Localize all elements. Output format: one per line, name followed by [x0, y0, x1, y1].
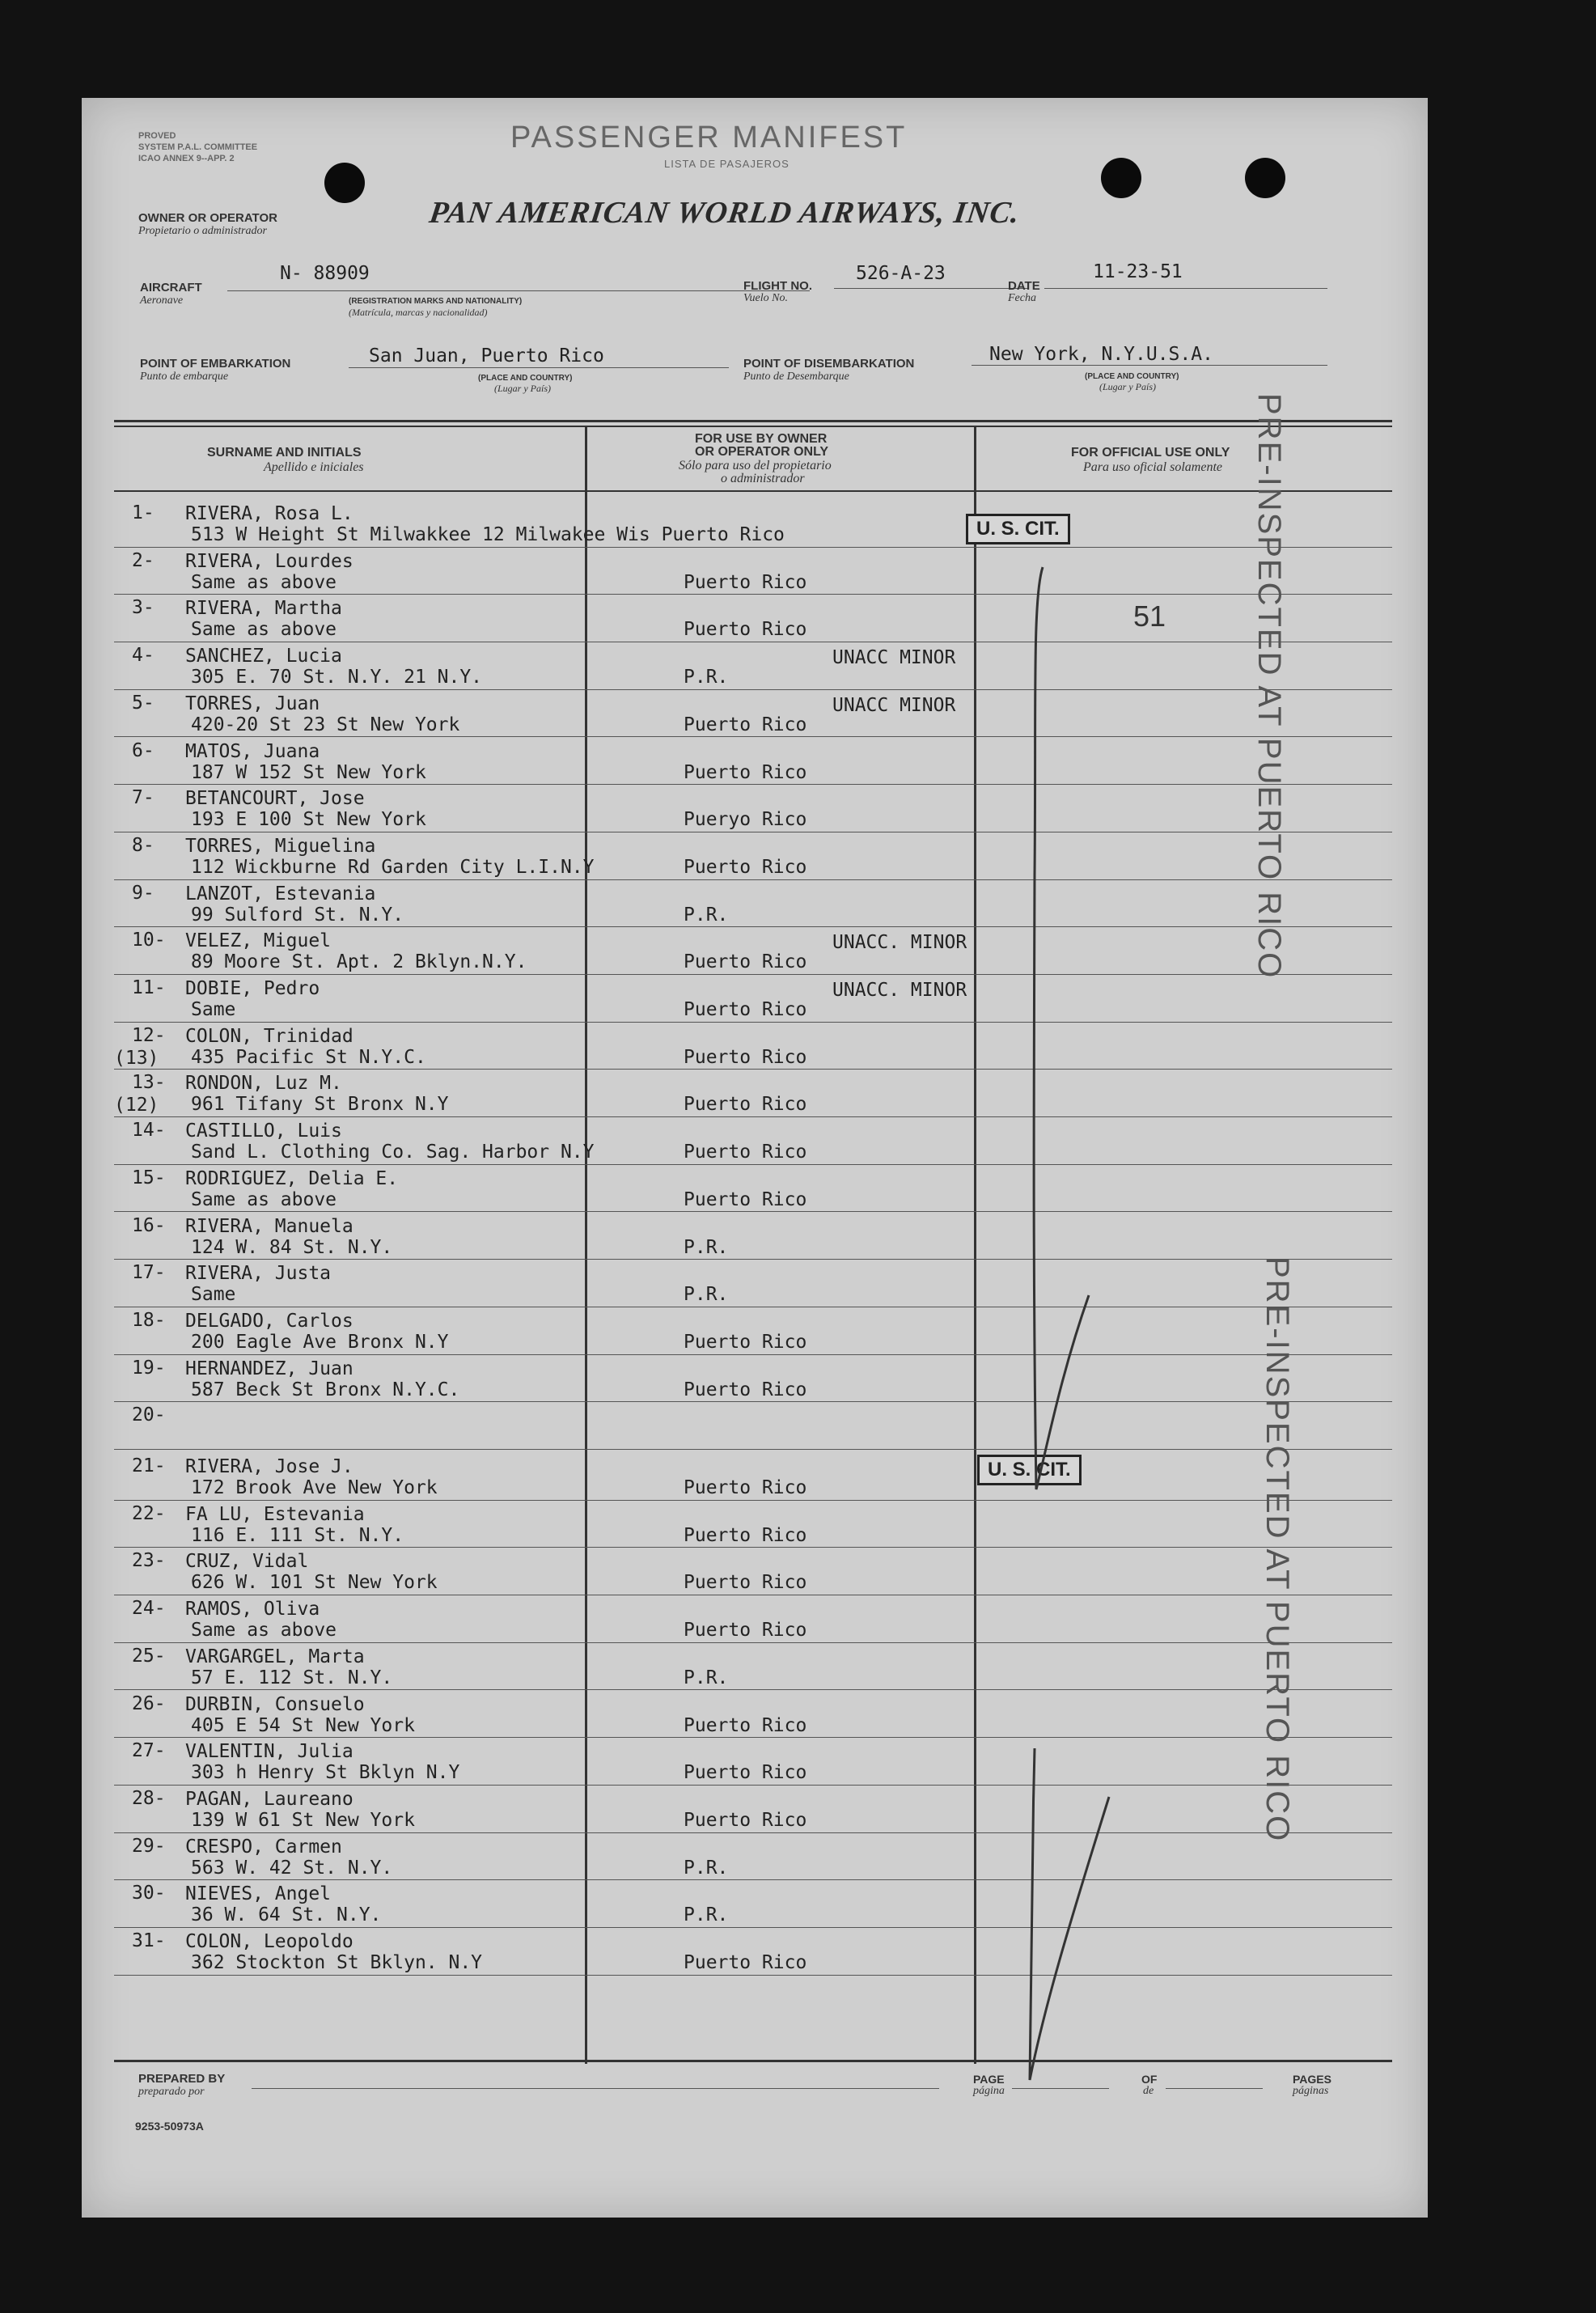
passenger-address: 405 E 54 St New York [191, 1714, 415, 1736]
passenger-address: Same as above [191, 1188, 337, 1210]
passenger-origin: Puerto Rico [684, 1809, 807, 1831]
registration-note: (REGISTRATION MARKS AND NATIONALITY) [349, 297, 523, 306]
preinspected-stamp: PRE-INSPECTED AT PUERTO RICO [1251, 393, 1287, 980]
row-number: 26- [132, 1692, 166, 1714]
passenger-address: 116 E. 111 St. N.Y. [191, 1524, 404, 1546]
passenger-address: 305 E. 70 St. N.Y. 21 N.Y. [191, 667, 483, 688]
row-number: 24- [132, 1598, 166, 1620]
passenger-name: TORRES, Juan [185, 693, 320, 714]
passenger-origin: Puerto Rico [684, 1477, 807, 1498]
passenger-address: 89 Moore St. Apt. 2 Bklyn.N.Y. [191, 951, 527, 973]
passenger-origin: Puerto Rico [684, 951, 807, 973]
passenger-origin: P.R. [684, 1904, 729, 1926]
passenger-name: DOBIE, Pedro [185, 978, 320, 999]
punch-hole [1245, 158, 1285, 198]
passenger-origin: Puerto Rico [684, 619, 807, 641]
passenger-address: 200 Eagle Ave Bronx N.Y [191, 1331, 449, 1353]
passenger-origin: P.R. [684, 667, 729, 688]
disembark-label-es: Punto de Desembarque [743, 371, 849, 383]
passenger-address: Same as above [191, 1620, 337, 1642]
passenger-origin: Puerto Rico [684, 1188, 807, 1210]
owner-column-header: OR OPERATOR ONLY [695, 445, 829, 459]
passenger-name: RIVERA, Jose J. [185, 1456, 353, 1477]
passenger-address: Same as above [191, 571, 337, 593]
row-number: 12- [132, 1024, 166, 1046]
passenger-address: 172 Brook Ave New York [191, 1477, 438, 1498]
official-column-sub: Para uso oficial solamente [1083, 460, 1222, 474]
row-number: 22- [132, 1502, 166, 1524]
row-number: 1- [132, 502, 155, 523]
date-label: DATE [1008, 279, 1040, 293]
passenger-note: UNACC. MINOR [832, 980, 967, 1001]
passenger-address: 626 W. 101 St New York [191, 1572, 438, 1594]
owner-label: OWNER OR OPERATOR [138, 211, 277, 225]
passenger-name: CRESPO, Carmen [185, 1836, 342, 1858]
passenger-address: Same [191, 999, 236, 1020]
row-alt-number: (12) [114, 1095, 159, 1116]
passenger-address: 587 Beck St Bronx N.Y.C. [191, 1379, 460, 1400]
passenger-address: 57 E. 112 St. N.Y. [191, 1667, 393, 1688]
passenger-address: Sand L. Clothing Co. Sag. Harbor N.Y [191, 1142, 595, 1163]
punch-hole [1101, 158, 1141, 198]
passenger-name: CRUZ, Vidal [185, 1551, 309, 1573]
passenger-origin: Puerto Rico [684, 1094, 807, 1116]
row-number: 27- [132, 1740, 166, 1762]
flight-label: FLIGHT NO. [743, 279, 812, 293]
aircraft-label: AIRCRAFT [140, 281, 202, 294]
row-number: 19- [132, 1357, 166, 1379]
passenger-origin: Puerto Rico [684, 714, 807, 735]
passenger-name: TORRES, Miguelina [185, 835, 376, 857]
registration-note-es: (Matrícula, marcas y nacionalidad) [349, 307, 488, 318]
passenger-name: SANCHEZ, Lucia [185, 646, 342, 667]
passenger-note: UNACC. MINOR [832, 932, 967, 954]
embark-label-es: Punto de embarque [140, 371, 229, 383]
place-note: (PLACE AND COUNTRY) [478, 374, 573, 383]
approved-line: PROVED [138, 131, 176, 141]
passenger-address: 99 Sulford St. N.Y. [191, 904, 404, 926]
row-number: 20- [132, 1404, 166, 1426]
passenger-name: COLON, Leopoldo [185, 1931, 353, 1952]
row-number: 25- [132, 1645, 166, 1667]
passenger-origin: P.R. [684, 1857, 729, 1879]
row-number: 21- [132, 1455, 166, 1476]
page-label-es: página [973, 2085, 1005, 2097]
passenger-name: HERNANDEZ, Juan [185, 1358, 353, 1379]
passenger-address: 303 h Henry St Bklyn N.Y [191, 1762, 460, 1784]
embark-label: POINT OF EMBARKATION [140, 357, 291, 371]
passenger-address: 961 Tifany St Bronx N.Y [191, 1094, 449, 1116]
form-number: 9253-50973A [135, 2120, 204, 2133]
table-bottom-rule [114, 2060, 1392, 2062]
passenger-address: Same [191, 1284, 236, 1306]
row-number: 23- [132, 1550, 166, 1572]
passenger-origin: Puerto Rico [684, 761, 807, 783]
passenger-name: NIEVES, Angel [185, 1883, 332, 1905]
passenger-row [82, 501, 1388, 549]
passenger-origin: Puerto Rico [684, 1331, 807, 1353]
passenger-name: RODRIGUEZ, Delia E. [185, 1167, 399, 1189]
passenger-address: 362 Stockton St Bklyn. N.Y [191, 1952, 483, 1973]
pages-label: PAGES [1293, 2073, 1331, 2086]
disembark-value: New York, N.Y.U.S.A. [989, 344, 1213, 365]
row-number: 11- [132, 977, 166, 998]
passenger-origin: Puerto Rico [684, 1524, 807, 1546]
page-subtitle: LISTA DE PASAJEROS [664, 158, 790, 170]
row-number: 7- [132, 787, 155, 809]
passenger-address: Same as above [191, 619, 337, 641]
passenger-origin: Puerto Rico [684, 1046, 807, 1068]
row-number: 13- [132, 1072, 166, 1094]
row-number: 3- [132, 597, 155, 619]
name-column-sub: Apellido e iniciales [264, 460, 364, 474]
row-number: 31- [132, 1930, 166, 1951]
passenger-address: 124 W. 84 St. N.Y. [191, 1236, 393, 1258]
passenger-origin: Pueryo Rico [684, 809, 807, 831]
passenger-address: 513 W Height St Milwakkee 12 Milwakee Wis Puerto Rico [191, 524, 785, 545]
aircraft-value: N- 88909 [280, 263, 370, 284]
passenger-origin: P.R. [684, 1284, 729, 1306]
passenger-address: 112 Wickburne Rd Garden City L.I.N.Y [191, 856, 595, 878]
passenger-name: RAMOS, Oliva [185, 1599, 320, 1620]
passenger-name: CASTILLO, Luis [185, 1120, 342, 1142]
official-column-header: FOR OFFICIAL USE ONLY [1071, 446, 1230, 460]
passenger-name: RIVERA, Manuela [185, 1215, 353, 1237]
passenger-address: 139 W 61 St New York [191, 1809, 415, 1831]
passenger-origin: Puerto Rico [684, 1379, 807, 1400]
row-number: 9- [132, 882, 155, 904]
owner-column-sub: o administrador [721, 472, 805, 485]
passenger-name: RIVERA, Lourdes [185, 550, 353, 572]
row-number: 5- [132, 692, 155, 714]
header-bottom-rule [114, 490, 1392, 492]
manifest-page [82, 98, 1428, 2218]
row-alt-number: (13) [114, 1047, 159, 1069]
name-column-header: SURNAME AND INITIALS [207, 446, 362, 460]
passenger-name: VARGARGEL, Marta [185, 1646, 365, 1667]
row-number: 4- [132, 645, 155, 667]
passenger-origin: Puerto Rico [684, 571, 807, 593]
row-number: 28- [132, 1787, 166, 1809]
row-number: 14- [132, 1120, 166, 1142]
prepared-label-es: preparado por [138, 2086, 205, 2098]
us-citizen-stamp: U. S. CIT. [977, 1455, 1082, 1485]
place-note: (PLACE AND COUNTRY) [1085, 372, 1179, 381]
passenger-address: 36 W. 64 St. N.Y. [191, 1904, 382, 1926]
row-number: 30- [132, 1883, 166, 1904]
passenger-name: COLON, Trinidad [185, 1025, 353, 1047]
passenger-origin: Puerto Rico [684, 1572, 807, 1594]
passenger-origin: P.R. [684, 904, 729, 926]
row-number: 15- [132, 1167, 166, 1188]
of-label-es: de [1143, 2085, 1154, 2097]
row-number: 6- [132, 739, 155, 761]
row-number: 8- [132, 834, 155, 856]
page-label: PAGE [973, 2073, 1005, 2086]
flight-value: 526-A-23 [856, 263, 946, 284]
passenger-name: RIVERA, Martha [185, 598, 342, 620]
punch-hole [324, 163, 365, 203]
passenger-address: 435 Pacific St N.Y.C. [191, 1046, 426, 1068]
pages-label-es: páginas [1293, 2085, 1329, 2097]
table-top-rule [114, 426, 1392, 427]
us-citizen-stamp: U. S. CIT. [966, 514, 1070, 544]
passenger-origin: P.R. [684, 1236, 729, 1258]
passenger-name: DELGADO, Carlos [185, 1310, 353, 1332]
passenger-name: MATOS, Juana [185, 740, 320, 762]
passenger-note: UNACC MINOR [832, 647, 956, 669]
of-label: OF [1141, 2073, 1158, 2086]
passenger-note: UNACC MINOR [832, 694, 956, 716]
passenger-address: 187 W 152 St New York [191, 761, 426, 783]
passenger-name: LANZOT, Estevania [185, 883, 376, 904]
owner-column-sub: Sólo para uso del propietario [679, 459, 832, 472]
passenger-origin: Puerto Rico [684, 1620, 807, 1642]
page-title: PASSENGER MANIFEST [510, 121, 908, 155]
passenger-origin: Puerto Rico [684, 1762, 807, 1784]
row-number: 29- [132, 1835, 166, 1857]
passenger-name: PAGAN, Laureano [185, 1788, 353, 1810]
passenger-address: 420-20 St 23 St New York [191, 714, 460, 735]
passenger-name: RIVERA, Rosa L. [185, 503, 353, 524]
passenger-origin: Puerto Rico [684, 1142, 807, 1163]
company-name: PAN AMERICAN WORLD AIRWAYS, INC. [427, 196, 1022, 230]
disembark-label: POINT OF DISEMBARKATION [743, 357, 915, 371]
row-number: 2- [132, 549, 155, 571]
date-label-es: Fecha [1008, 292, 1036, 304]
place-note-es: (Lugar y País) [494, 383, 551, 394]
date-value: 11-23-51 [1093, 261, 1183, 282]
passenger-name: RONDON, Luz M. [185, 1073, 342, 1095]
row-number: 17- [132, 1262, 166, 1284]
passenger-address: 563 W. 42 St. N.Y. [191, 1857, 393, 1879]
approved-line: SYSTEM P.A.L. COMMITTEE [138, 142, 258, 152]
preinspected-stamp: PRE-INSPECTED AT PUERTO RICO [1259, 1256, 1295, 1843]
table-top-rule [114, 420, 1392, 422]
passenger-name: FA LU, Estevania [185, 1503, 365, 1525]
passenger-address: 193 E 100 St New York [191, 809, 426, 831]
passenger-name: BETANCOURT, Jose [185, 788, 365, 810]
flight-label-es: Vuelo No. [743, 292, 788, 304]
row-number: 18- [132, 1309, 166, 1331]
passenger-origin: Puerto Rico [684, 1714, 807, 1736]
prepared-label: PREPARED BY [138, 2072, 226, 2086]
passenger-origin: Puerto Rico [684, 1952, 807, 1973]
passenger-name: VALENTIN, Julia [185, 1741, 353, 1763]
place-note-es: (Lugar y País) [1099, 381, 1156, 392]
passenger-count: 51 [1133, 599, 1166, 633]
owner-label-es: Propietario o administrador [138, 225, 267, 237]
approved-line: ICAO ANNEX 9--APP. 2 [138, 154, 235, 163]
owner-column-header: FOR USE BY OWNER [695, 432, 828, 446]
passenger-name: DURBIN, Consuelo [185, 1693, 365, 1715]
passenger-origin: Puerto Rico [684, 856, 807, 878]
row-number: 16- [132, 1214, 166, 1236]
row-number: 10- [132, 930, 166, 951]
embark-value: San Juan, Puerto Rico [369, 345, 604, 366]
check-mark-lines [1012, 551, 1222, 2088]
passenger-name: VELEZ, Miguel [185, 930, 332, 952]
passenger-origin: P.R. [684, 1667, 729, 1688]
passenger-name: RIVERA, Justa [185, 1263, 332, 1285]
row-divider [114, 547, 1392, 548]
aircraft-label-es: Aeronave [140, 294, 184, 307]
passenger-origin: Puerto Rico [684, 999, 807, 1020]
